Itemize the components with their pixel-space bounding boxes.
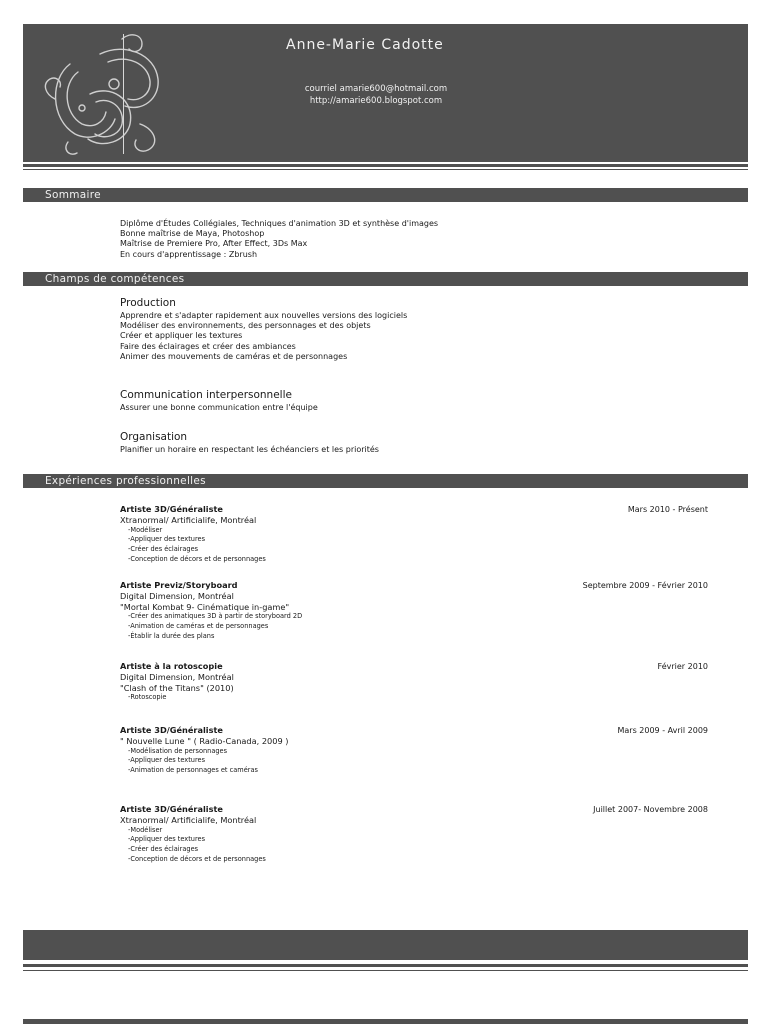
experience-item bbox=[120, 804, 710, 865]
experience-title: Artiste 3D/Généraliste bbox=[120, 504, 223, 514]
experience-task: -Créer des animatiques 3D à partir de storyboard 2D bbox=[128, 612, 303, 620]
experience-task: -Établir la durée des plans bbox=[128, 631, 215, 640]
experience-employer: Digital Dimension, Montréal bbox=[120, 591, 234, 601]
experience-task: -Modéliser bbox=[128, 825, 163, 834]
competence-heading: Communication interpersonnelle bbox=[120, 389, 292, 401]
contact-block bbox=[296, 83, 456, 107]
experience-task: -Modélisation de personnages bbox=[128, 746, 228, 755]
experience-task: -Créer des éclairages bbox=[128, 845, 199, 854]
experience-project: " Nouvelle Lune " ( Radio-Canada, 2009 ) bbox=[120, 736, 289, 746]
sommaire-line: Maîtrise de Premiere Pro, After Effect, 3Ds Max bbox=[120, 239, 308, 249]
experience-date: Février 2010 bbox=[657, 662, 708, 671]
experience-task: -Appliquer des textures bbox=[128, 756, 206, 765]
competence-group-production bbox=[120, 297, 407, 362]
experience-task: -Animation de personnages et caméras bbox=[128, 766, 258, 775]
competence-line: Créer et appliquer les textures bbox=[120, 331, 243, 341]
experience-date: Mars 2009 - Avril 2009 bbox=[617, 726, 708, 735]
swirl-ornament-icon bbox=[30, 24, 180, 162]
experience-task: -Animation de caméras et de personnages bbox=[128, 621, 269, 630]
footer-rule-thick bbox=[23, 964, 748, 967]
experience-employer: Xtranormal/ Artificialife, Montréal bbox=[120, 815, 257, 825]
experience-task: -Appliquer des textures bbox=[128, 835, 206, 844]
email-line: courriel amarie600@hotmail.com bbox=[304, 84, 448, 94]
experience-task: -Rotoscopie bbox=[128, 693, 167, 701]
competence-group-communication bbox=[120, 389, 318, 413]
section-title: Sommaire bbox=[45, 189, 101, 201]
experience-employer: Xtranormal/ Artificialife, Montréal bbox=[120, 515, 257, 525]
experience-task: -Modéliser bbox=[128, 525, 163, 534]
experience-date: Juillet 2007- Novembre 2008 bbox=[593, 805, 708, 814]
sommaire-line: Bonne maîtrise de Maya, Photoshop bbox=[120, 229, 265, 239]
header-rule-thick bbox=[23, 164, 748, 167]
header-divider bbox=[123, 34, 124, 154]
sommaire-list bbox=[120, 219, 438, 260]
experience-item bbox=[120, 725, 710, 776]
competence-line: Assurer une bonne communication entre l'équipe bbox=[120, 403, 318, 412]
section-bar-experiences bbox=[23, 474, 748, 488]
sommaire-line: Diplôme d'Études Collégiales, Techniques d'animation 3D et synthèse d'images bbox=[120, 219, 439, 228]
footer-band bbox=[23, 930, 748, 960]
experience-title: Artiste 3D/Généraliste bbox=[120, 725, 223, 735]
experience-item bbox=[120, 580, 710, 641]
competence-heading: Organisation bbox=[120, 431, 188, 443]
experience-item bbox=[120, 661, 710, 703]
competence-line: Planifier un horaire en respectant les échéanciers et les priorités bbox=[120, 445, 379, 454]
experience-title: Artiste 3D/Généraliste bbox=[120, 804, 223, 814]
footer-rule-thin bbox=[23, 970, 748, 971]
competence-line: Animer des mouvements de caméras et de personnages bbox=[120, 351, 348, 361]
experience-date: Mars 2010 - Présent bbox=[627, 505, 708, 514]
experience-project: "Clash of the Titans" (2010) bbox=[120, 682, 234, 693]
section-bar-competences bbox=[23, 272, 748, 286]
candidate-name: Anne-Marie Cadotte bbox=[286, 37, 444, 53]
experience-title: Artiste à la rotoscopie bbox=[120, 661, 223, 671]
experience-project: "Mortal Kombat 9- Cinématique in-game" bbox=[120, 601, 290, 612]
experience-task: -Appliquer des textures bbox=[128, 535, 206, 544]
sommaire-line: En cours d'apprentissage : Zbrush bbox=[120, 249, 258, 259]
competence-group-organisation bbox=[120, 431, 379, 455]
experience-task: -Créer des éclairages bbox=[128, 545, 199, 554]
competence-heading: Production bbox=[120, 297, 176, 309]
section-bar-sommaire bbox=[23, 188, 748, 202]
experience-date: Septembre 2009 - Février 2010 bbox=[582, 581, 708, 590]
blog-link[interactable]: http://amarie600.blogspot.com bbox=[309, 96, 443, 106]
competence-line: Faire des éclairages et créer des ambiances bbox=[120, 341, 296, 351]
experience-task: -Conception de décors et de personnages bbox=[128, 554, 266, 563]
experience-item bbox=[120, 504, 710, 565]
header-rule-thin bbox=[23, 169, 748, 170]
experience-employer: Digital Dimension, Montréal bbox=[120, 672, 234, 682]
section-title: Expériences professionnelles bbox=[45, 475, 206, 487]
section-title: Champs de compétences bbox=[45, 273, 185, 285]
experience-title: Artiste Previz/Storyboard bbox=[120, 580, 238, 590]
next-page-band bbox=[23, 1019, 748, 1024]
experience-task: -Conception de décors et de personnages bbox=[128, 854, 266, 863]
competence-line: Modéliser des environnements, des personnages et des objets bbox=[120, 321, 371, 331]
competence-line: Apprendre et s'adapter rapidement aux nouvelles versions des logiciels bbox=[120, 311, 408, 320]
